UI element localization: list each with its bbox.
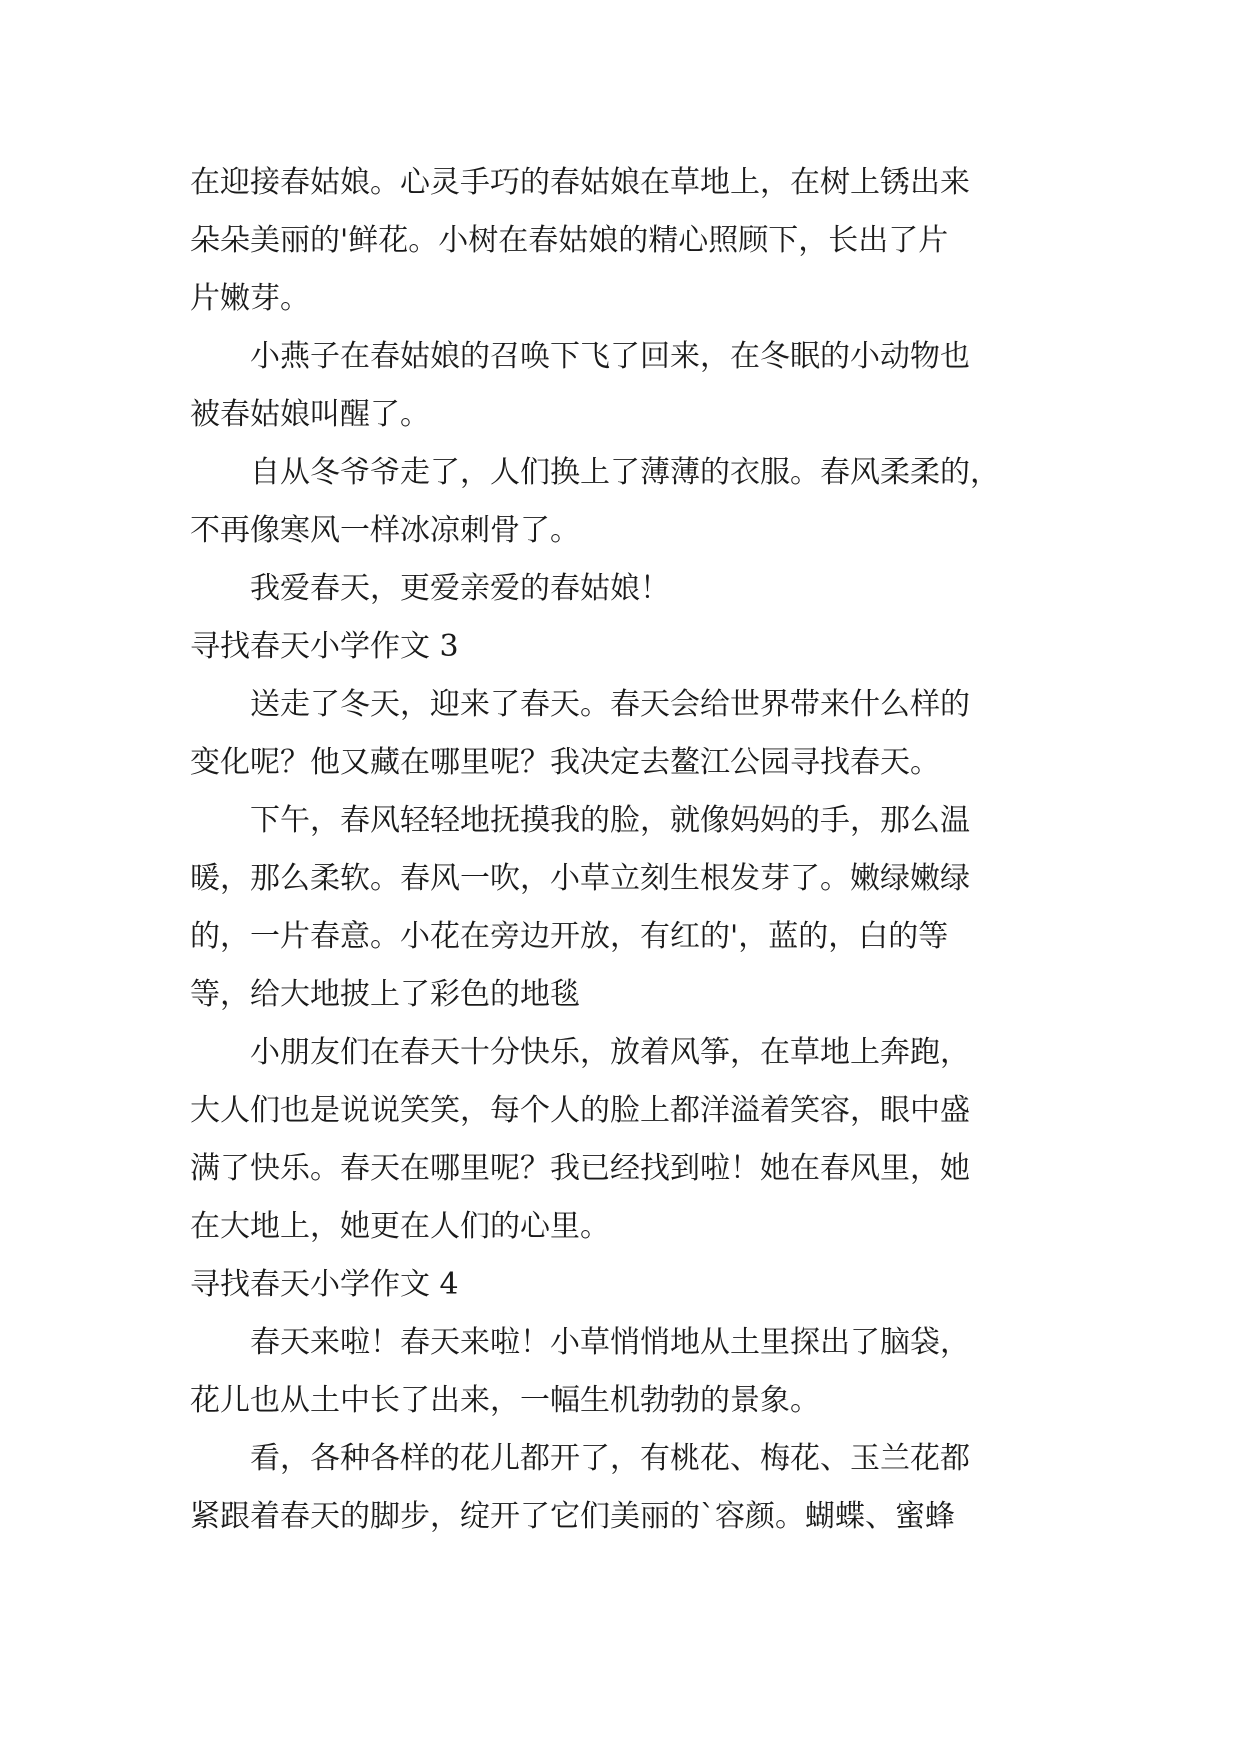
paragraph-start: 我爱春天，更爱亲爱的春姑娘！: [250, 571, 670, 606]
paragraph-start: 自从冬爷爷走了，人们换上了薄薄的衣服。春风柔柔的，: [250, 455, 1000, 490]
text-line: 片嫩芽。: [190, 281, 310, 316]
document-body: [190, 154, 1070, 1546]
paragraph-start: 小燕子在春姑娘的召唤下飞了回来，在冬眠的小动物也: [250, 339, 970, 374]
text-line: 不再像寒风一样冰凉刺骨了。: [190, 513, 580, 548]
section-heading-3: 寻找春天小学作文 3: [190, 629, 459, 664]
text-line: 变化呢？他又藏在哪里呢？我决定去鳌江公园寻找春天。: [190, 745, 940, 780]
paragraph-start: 下午，春风轻轻地抚摸我的脸，就像妈妈的手，那么温: [250, 803, 970, 838]
text-line: 的，一片春意。小花在旁边开放，有红的'，蓝的，白的等: [190, 919, 949, 954]
text-line: 朵朵美丽的'鲜花。小树在春姑娘的精心照顾下，长出了片: [190, 223, 949, 258]
text-line: 在迎接春姑娘。心灵手巧的春姑娘在草地上，在树上锈出来: [190, 165, 970, 200]
text-line: 被春姑娘叫醒了。: [190, 397, 430, 432]
text-line: 暖，那么柔软。春风一吹，小草立刻生根发芽了。嫩绿嫩绿: [190, 861, 970, 896]
paragraph-start: 看，各种各样的花儿都开了，有桃花、梅花、玉兰花都: [250, 1441, 970, 1476]
text-line: 等，给大地披上了彩色的地毯: [190, 977, 580, 1012]
text-line: 在大地上，她更在人们的心里。: [190, 1209, 610, 1244]
text-line: 紧跟着春天的脚步，绽开了它们美丽的`容颜。蝴蝶、蜜蜂: [190, 1499, 955, 1534]
section-heading-4: 寻找春天小学作文 4: [190, 1267, 459, 1302]
paragraph-start: 小朋友们在春天十分快乐，放着风筝，在草地上奔跑，: [250, 1035, 970, 1070]
text-line: 花儿也从土中长了出来，一幅生机勃勃的景象。: [190, 1383, 820, 1418]
paragraph-start: 春天来啦！春天来啦！小草悄悄地从土里探出了脑袋，: [250, 1325, 970, 1360]
text-line: 满了快乐。春天在哪里呢？我已经找到啦！她在春风里，她: [190, 1151, 970, 1186]
text-line: 大人们也是说说笑笑，每个人的脸上都洋溢着笑容，眼中盛: [190, 1093, 970, 1128]
paragraph-start: 送走了冬天，迎来了春天。春天会给世界带来什么样的: [250, 687, 970, 722]
